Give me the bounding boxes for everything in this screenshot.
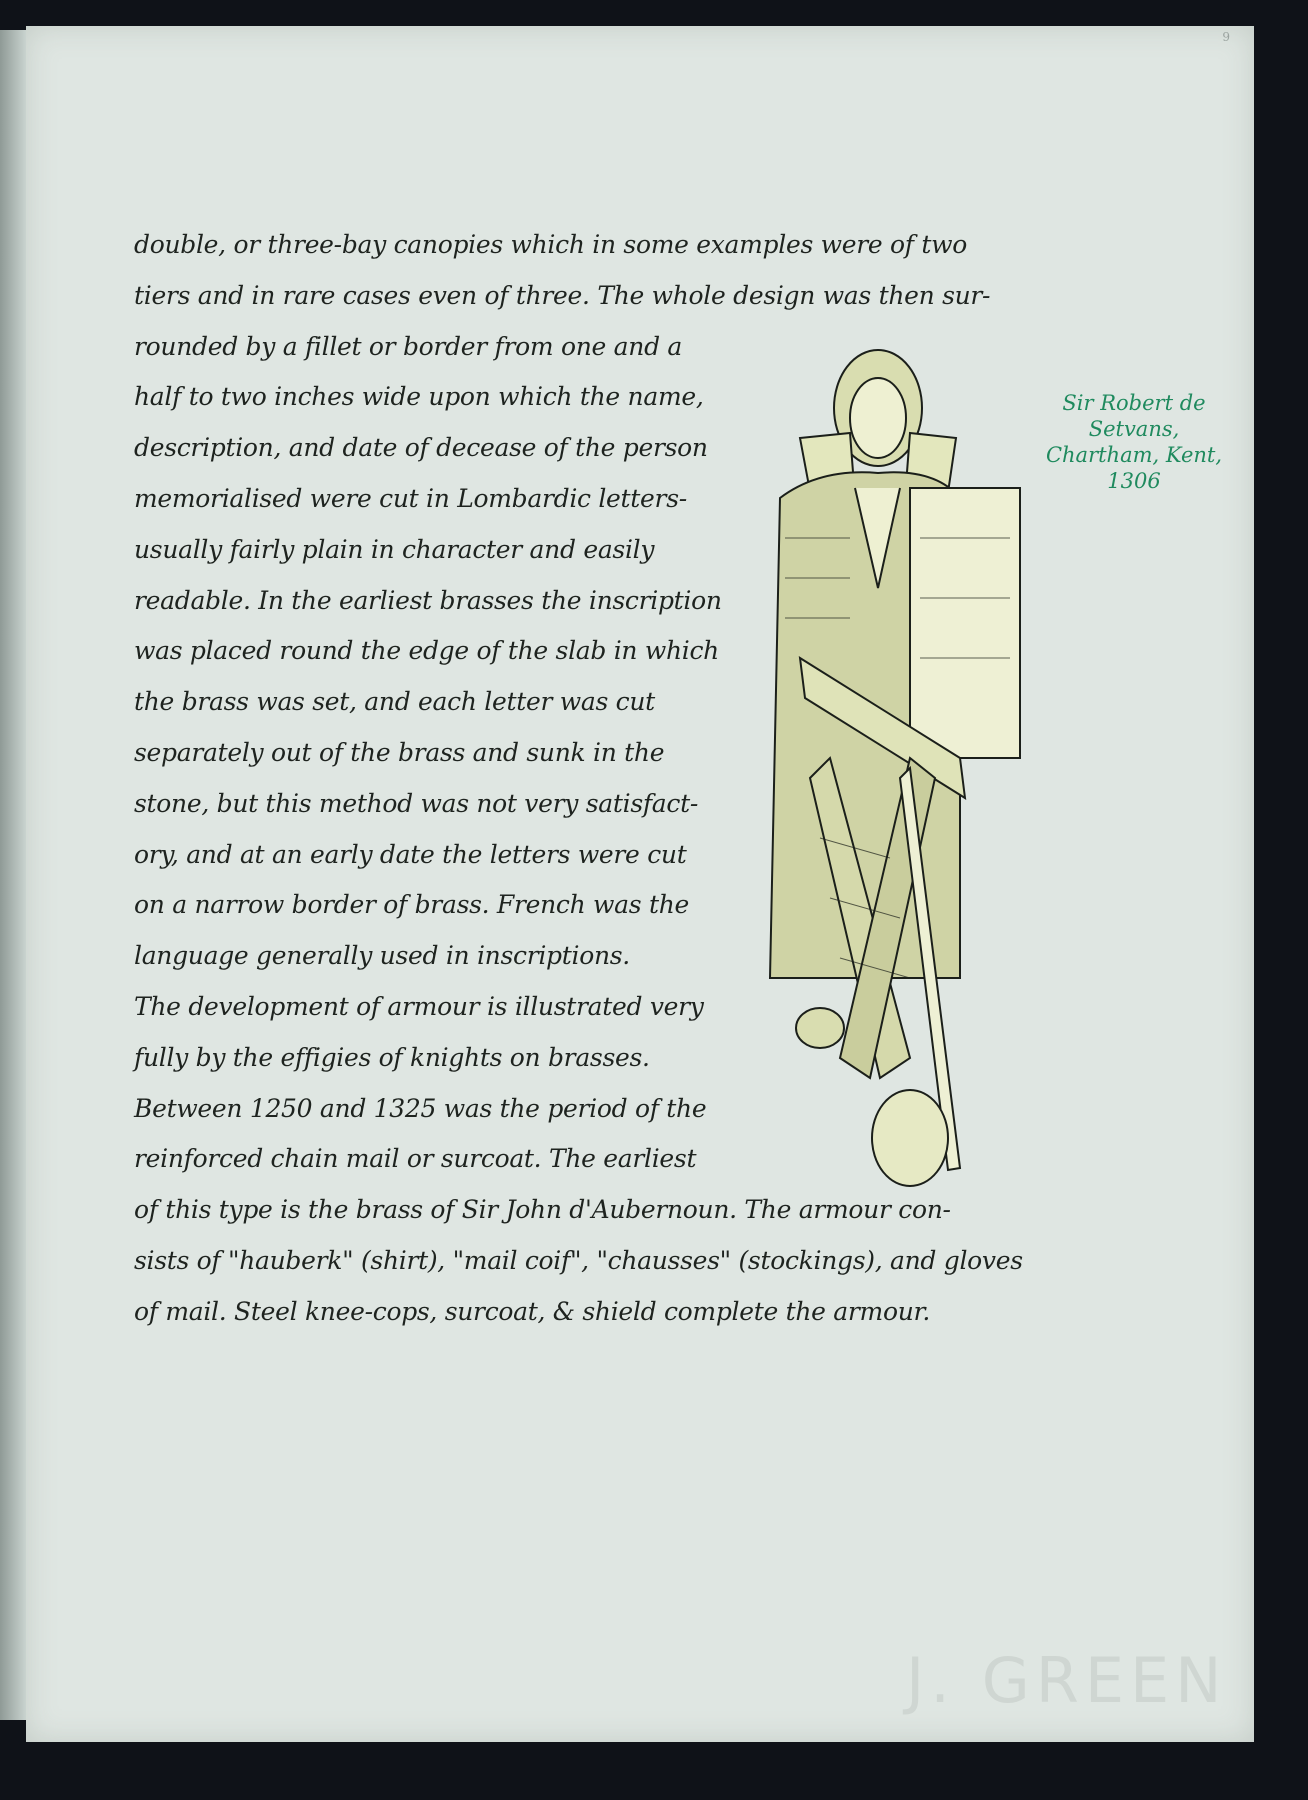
illustration-caption [1014,390,1254,494]
manuscript-page [26,26,1254,1742]
text-line: the brass was set, and each letter was cut [134,687,655,717]
knight-brass-illustration [760,338,1026,1198]
text-line: usually fairly plain in character and easily [134,534,655,564]
text-line: reinforced chain mail or surcoat. The earliest [134,1144,697,1174]
text-line: memorialised were cut in Lombardic letters- [134,483,687,513]
previous-page-edge [0,30,26,1720]
text-line: readable. In the earliest brasses the inscription [134,585,722,615]
text-line: sists of "hauberk" (shirt), "mail coif", "chausses" (stockings), and gloves [134,1245,1023,1275]
text-line: stone, but this method was not very satisfact- [134,788,699,818]
text-line: on a narrow border of brass. French was the [134,890,689,920]
page-number: 9 [1222,30,1230,44]
text-line: The development of armour is illustrated very [134,991,704,1021]
text-line: language generally used in inscriptions. [134,941,630,971]
caption-line: 1306 [1107,469,1161,493]
text-line: separately out of the brass and sunk in the [134,737,665,767]
text-line: description, and date of decease of the person [134,433,708,463]
caption-line: Chartham, Kent, [1045,443,1223,467]
text-line: ory, and at an early date the letters were cut [134,839,687,869]
text-line: half to two inches wide upon which the name, [134,382,704,412]
text-line: double, or three-bay canopies which in some examples were of two [134,230,967,259]
caption-line: Sir Robert de Setvans, [1062,391,1206,441]
text-line: was placed round the edge of the slab in which [134,636,719,666]
text-line: Between 1250 and 1325 was the period of the [134,1093,707,1123]
text-line: of mail. Steel knee-cops, surcoat, & shield complete the armour. [134,1296,931,1326]
text-line: of this type is the brass of Sir John d'Aubernoun. The armour con- [134,1195,951,1225]
text-line: fully by the effigies of knights on brasses. [134,1042,650,1072]
text-line: tiers and in rare cases even of three. The whole design was then sur- [134,280,991,310]
text-line: rounded by a fillet or border from one and a [134,331,683,361]
bleed-through-watermark: J. GREEN [906,1644,1228,1717]
